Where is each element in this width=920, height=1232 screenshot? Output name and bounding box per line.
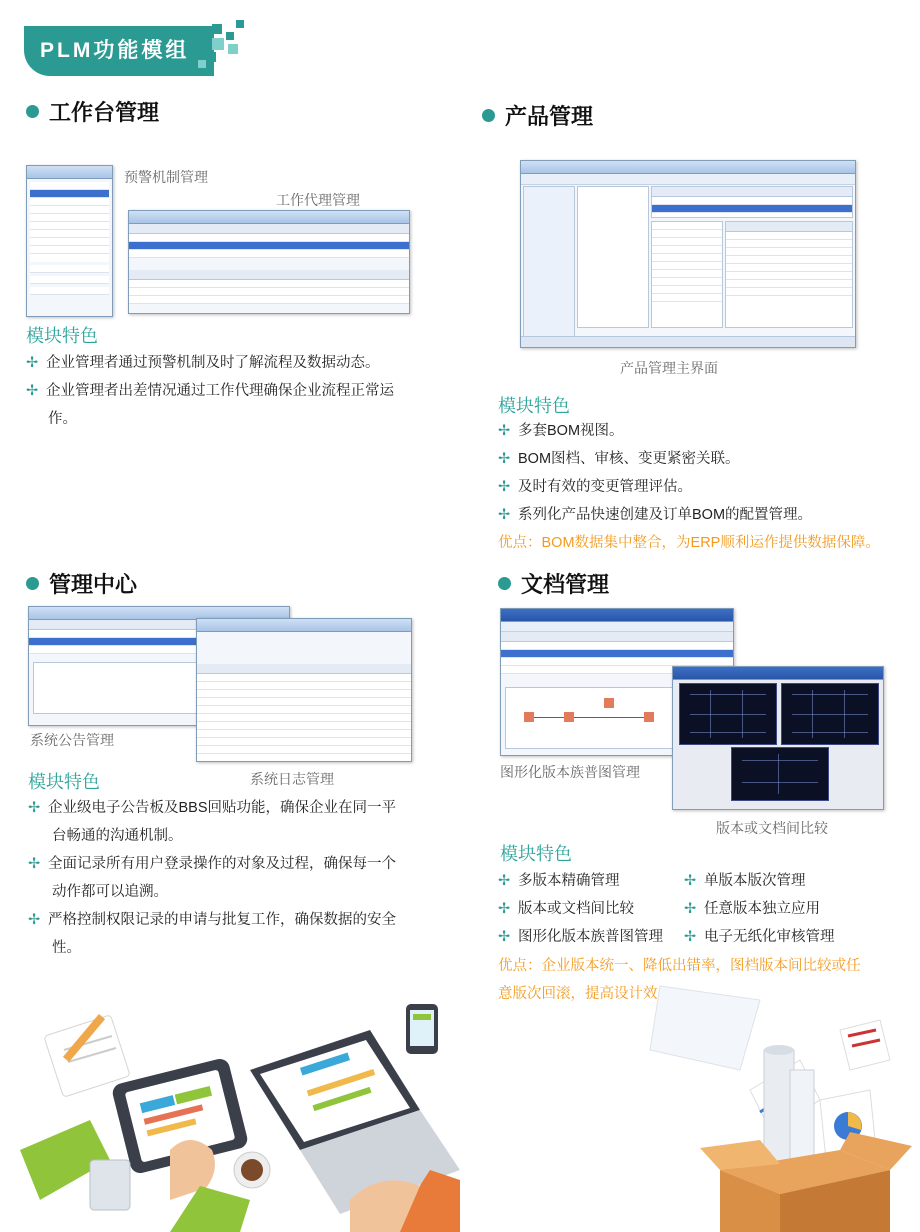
dot-icon — [498, 577, 511, 590]
sparkle-plus-icon: ✢ — [684, 929, 697, 945]
bullet-list-workbench — [26, 349, 426, 433]
sparkle-plus-icon: ✢ — [498, 873, 511, 889]
sparkle-plus-icon: ✢ — [498, 929, 511, 945]
sparkle-plus-icon: ✢ — [498, 507, 511, 523]
feature-heading-document: 模块特色 — [500, 844, 572, 864]
bullet-list-product — [498, 417, 898, 529]
caption-agent: 工作代理管理 — [276, 192, 360, 208]
sparkle-plus-icon: ✢ — [498, 451, 511, 467]
sparkle-plus-icon: ✢ — [498, 901, 511, 917]
product-main-screenshot — [520, 160, 856, 348]
list-item: ✢ 单版本版次管理 — [684, 867, 884, 895]
list-item: ✢ 图形化版本族普图管理 — [498, 923, 688, 951]
feature-list-document-left — [498, 867, 688, 951]
sparkle-plus-icon: ✢ — [26, 355, 39, 371]
section-title-document: 文档管理 — [498, 568, 609, 599]
advantage-product: 优点：BOM数据集中整合，为ERP顺利运作提供数据保障。 — [498, 535, 880, 551]
list-item: ✢ 企业管理者通过预警机制及时了解流程及数据动态。 — [26, 349, 426, 377]
list-item: ✢ 企业级电子公告板及BBS回贴功能，确保企业在同一平 — [28, 794, 438, 822]
sparkle-plus-icon: ✢ — [498, 479, 511, 495]
list-item: ✢ 多套BOM视图。 — [498, 417, 898, 445]
sparkle-plus-icon: ✢ — [498, 423, 511, 439]
list-item: ✢ BOM图档、审核、变更紧密关联。 — [498, 445, 898, 473]
list-item: ✢ 任意版本独立应用 — [684, 895, 884, 923]
caption-document-compare: 版本或文档间比较 — [716, 820, 828, 836]
list-item: ✢ 全面记录所有用户登录操作的对象及过程，确保每一个 — [28, 850, 438, 878]
log-window-screenshot — [196, 618, 412, 762]
feature-heading-management: 模块特色 — [28, 772, 100, 792]
caption-product-main: 产品管理主界面 — [620, 360, 718, 376]
list-item: ✢ 电子无纸化审核管理 — [684, 923, 884, 951]
sparkle-plus-icon: ✢ — [684, 873, 697, 889]
caption-notice: 系统公告管理 — [30, 732, 114, 748]
header-banner: PLM功能模组 — [24, 26, 214, 76]
sparkle-plus-icon: ✢ — [28, 800, 41, 816]
document-compare-screenshot — [672, 666, 884, 810]
dot-icon — [26, 105, 39, 118]
document-box-illustration — [640, 980, 920, 1232]
office-desk-illustration — [20, 1000, 460, 1232]
sparkle-plus-icon: ✢ — [28, 856, 41, 872]
list-item: 动作都可以追溯。 — [52, 884, 168, 900]
section-title-product: 产品管理 — [482, 100, 593, 131]
dot-icon — [26, 577, 39, 590]
list-item: ✢ 系列化产品快速创建及订单BOM的配置管理。 — [498, 501, 898, 529]
caption-version-graph: 图形化版本族普图管理 — [500, 764, 640, 780]
list-item: ✢ 严格控制权限记录的申请与批复工作，确保数据的安全 — [28, 906, 438, 934]
sparkle-plus-icon: ✢ — [684, 901, 697, 917]
list-item: ✢ 多版本精确管理 — [498, 867, 688, 895]
list-item: 性。 — [52, 940, 81, 956]
list-item: ✢ 及时有效的变更管理评估。 — [498, 473, 898, 501]
agent-window-screenshot — [128, 210, 410, 314]
caption-log: 系统日志管理 — [250, 771, 334, 787]
list-item: 作。 — [48, 411, 77, 427]
notepad-icon — [44, 1014, 130, 1097]
list-item: ✢ 版本或文档间比较 — [498, 895, 688, 923]
section-title-workbench: 工作台管理 — [26, 96, 159, 127]
section-title-management: 管理中心 — [26, 568, 137, 599]
feature-heading-workbench: 模块特色 — [26, 326, 98, 346]
dot-icon — [482, 109, 495, 122]
feature-heading-product: 模块特色 — [498, 396, 570, 416]
sparkle-plus-icon: ✢ — [28, 912, 41, 928]
list-item: ✢ 企业管理者出差情况通过工作代理确保企业流程正常运 — [26, 377, 426, 405]
caption-alert: 预警机制管理 — [124, 169, 208, 185]
alert-window-screenshot — [26, 165, 113, 317]
list-item: 台畅通的沟通机制。 — [52, 828, 183, 844]
feature-list-document-right — [684, 867, 884, 951]
sparkle-plus-icon: ✢ — [26, 383, 39, 399]
bullet-list-management — [28, 794, 438, 962]
advantage-document: 优点：企业版本统一、降低出错率，图档版本间比较或任 意版次回滚，提高设计效 — [498, 958, 861, 1002]
